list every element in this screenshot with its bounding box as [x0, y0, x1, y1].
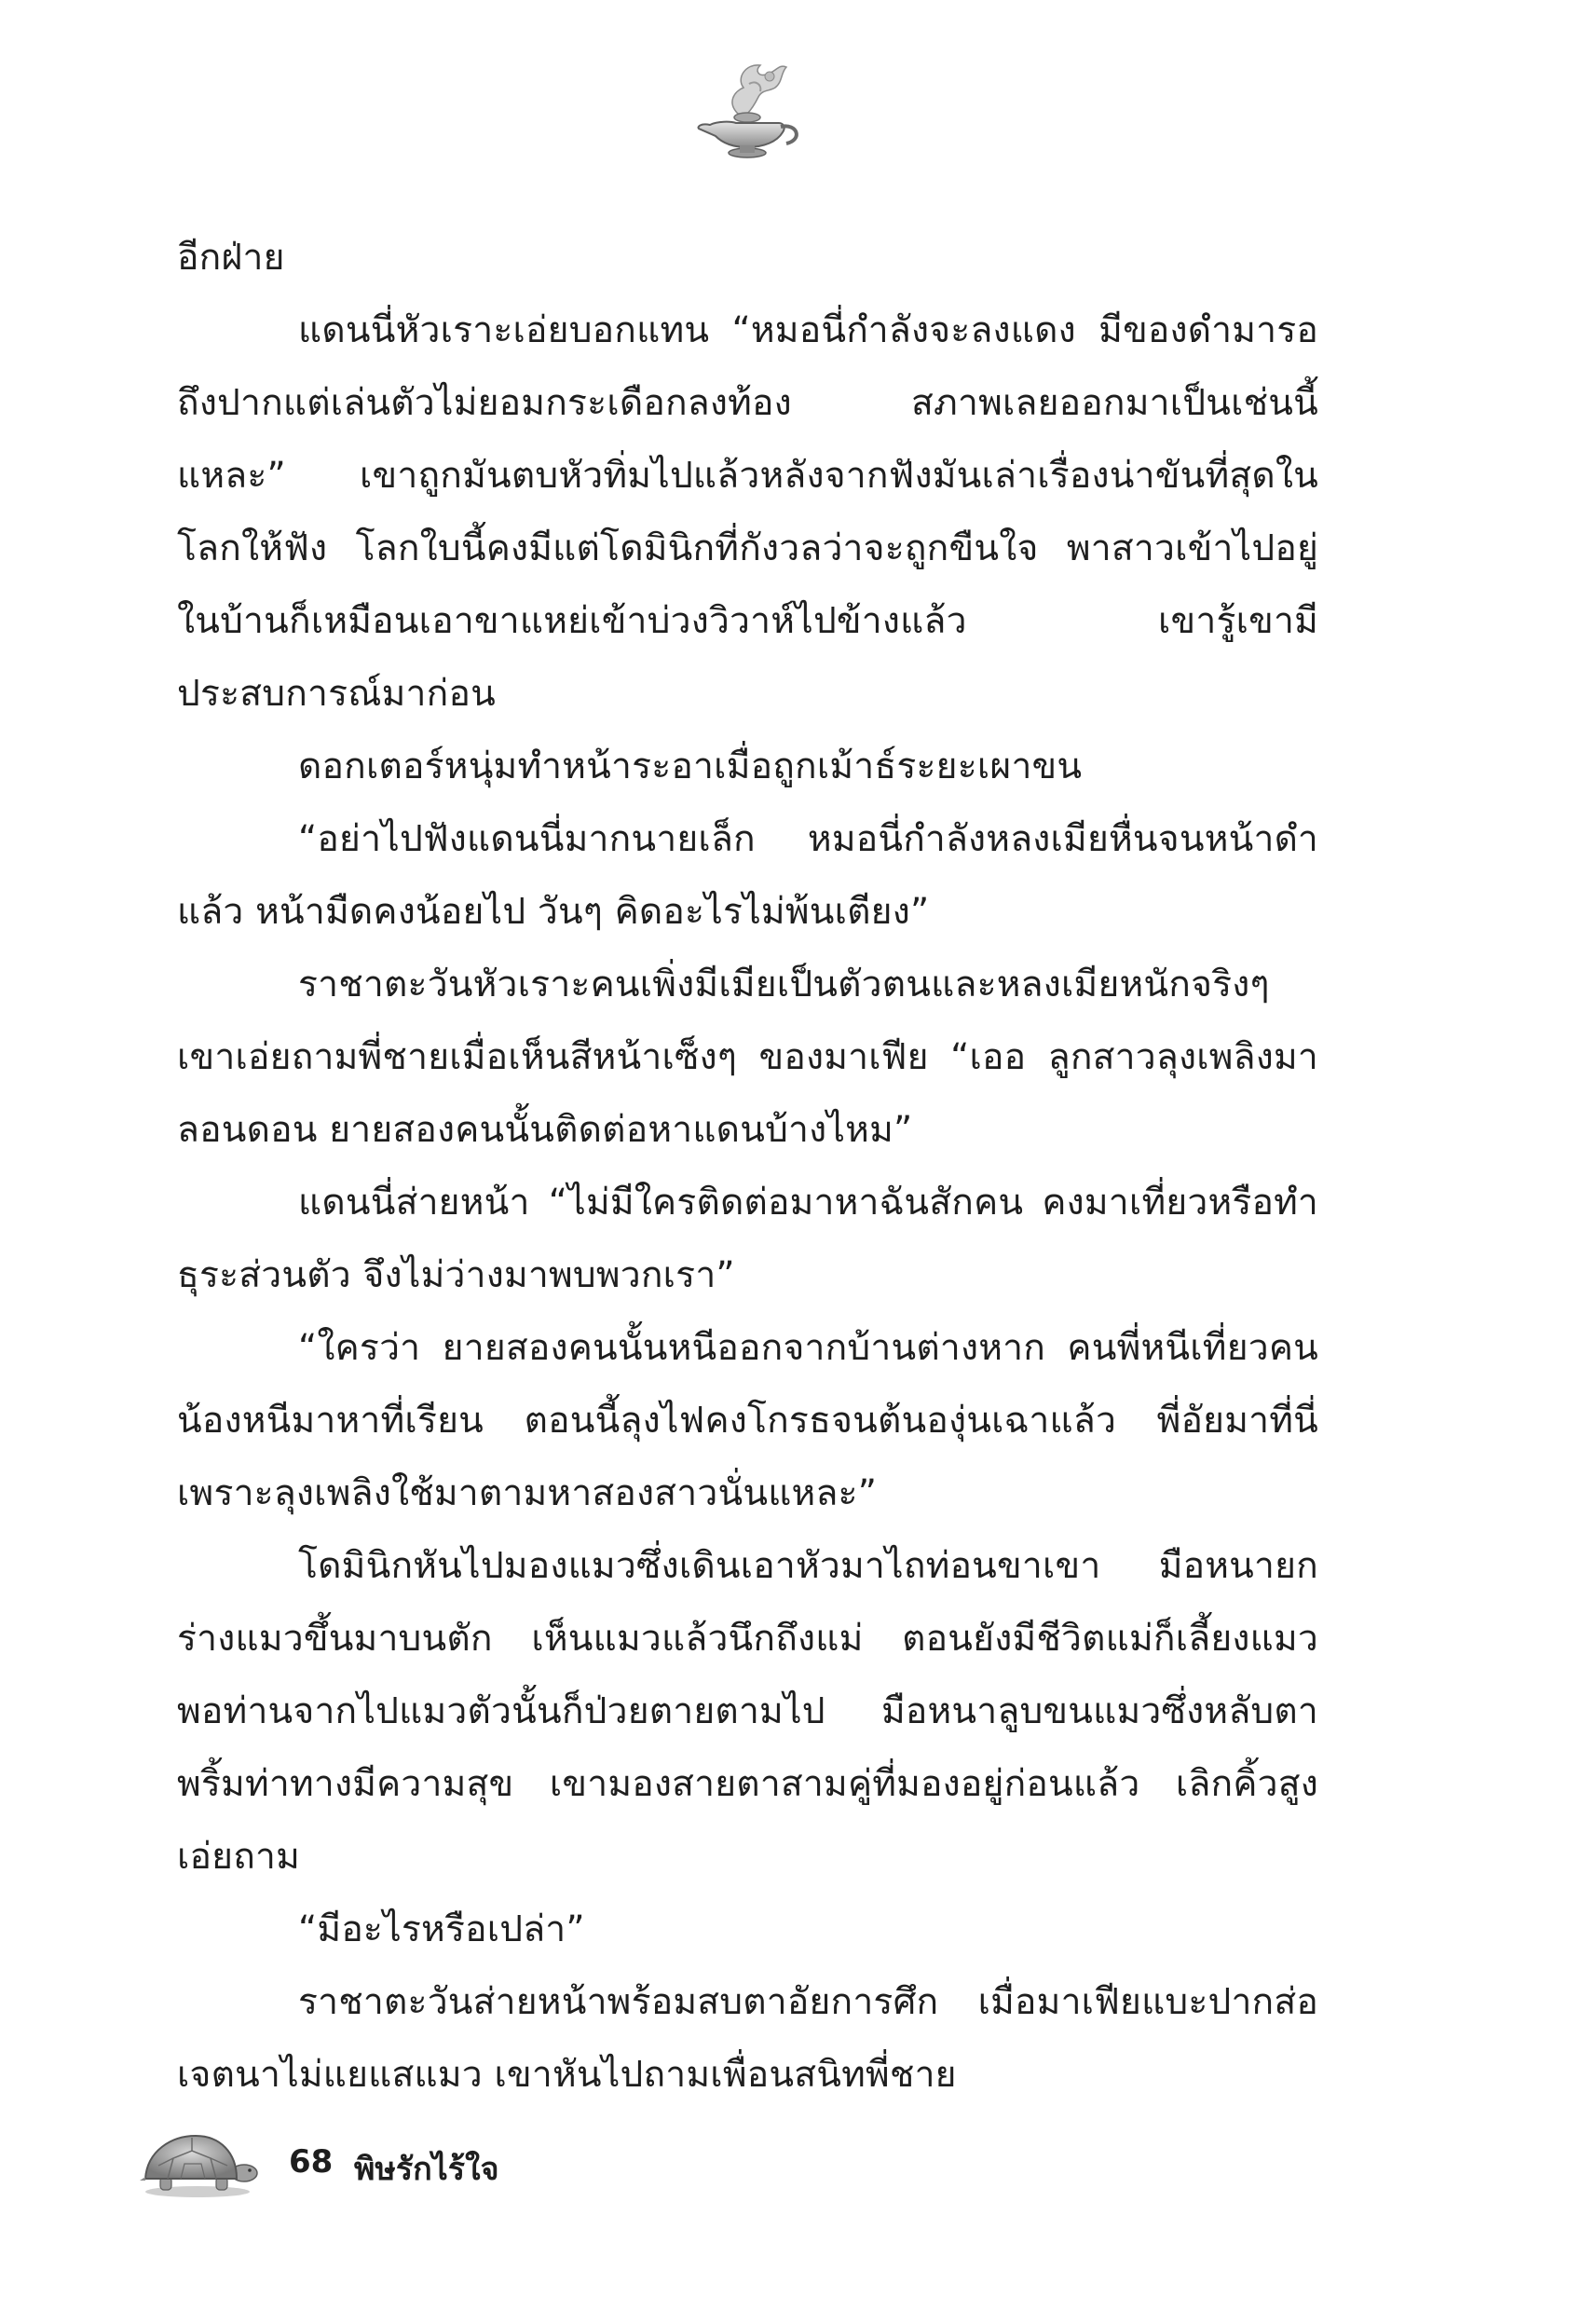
paragraph: ราชาตะวันหัวเราะคนเพิ่งมีเมียเป็นตัวตนและหลงเมียหนักจริงๆ เขาเอ่ยถามพี่ชายเมื่อเห็นสีหน้าเซ็งๆ ของมาเฟีย “เออ ลูกสาวลุงเพลิงมาลอนดอน ยายสองคนนั้นติดต่อหาแดนบ้างไหม”	[177, 964, 1318, 1151]
genie-lamp-icon	[689, 56, 811, 168]
paragraph: แดนนี่ส่ายหน้า “ไม่มีใครติดต่อมาหาฉันสักคน คงมาเที่ยวหรือทำธุระส่วนตัว จึงไม่ว่างมาพบพวกเรา”	[177, 1182, 1318, 1296]
paragraph: “ใครว่า ยายสองคนนั้นหนีออกจากบ้านต่างหาก คนพี่หนีเที่ยวคนน้องหนีมาหาที่เรียน ตอนนี้ลุงไฟคงโกรธจนต้นองุ่นเฉาแล้ว พี่อัยมาที่นี่เพราะลุงเพลิงใช้มาตามหาสองสาวนั่นแหละ”	[177, 1327, 1318, 1514]
page-number: 68	[289, 2143, 334, 2181]
paragraph: โดมินิกหันไปมองแมวซึ่งเดินเอาหัวมาไถท่อนขาเขา มือหนายกร่างแมวขึ้นมาบนตัก เห็นแมวแล้วนึกถึงแม่ ตอนยังมีชีวิตแม่ก็เลี้ยงแมว พอท่านจากไปแมวตัวนั้นก็ป่วยตายตามไป มือหนาลูบขนแมวซึ่งหลับตาพริ้มท่าทางมีความสุข เขามองสายตาสามคู่ที่มองอยู่ก่อนแล้ว เลิกคิ้วสูงเอ่ยถาม	[177, 1545, 1318, 1878]
page-footer	[140, 2115, 885, 2227]
paragraph: ดอกเตอร์หนุ่มทำหน้าระอาเมื่อถูกเม้าธ์ระยะเผาขน	[298, 745, 1083, 787]
book-title: พิษรักไร้ใจ	[354, 2151, 499, 2188]
paragraph: อีกฝ่าย	[177, 237, 285, 279]
paragraph: ราชาตะวันส่ายหน้าพร้อมสบตาอัยการศึก เมื่อมาเฟียแบะปากส่อเจตนาไม่แยแสแมว เขาหันไปถามเพื่อนสนิทพี่ชาย	[177, 1981, 1318, 2096]
paragraph: แดนนี่หัวเราะเอ่ยบอกแทน “หมอนี่กำลังจะลงแดง มีของดำมารอถึงปากแต่เล่นตัวไม่ยอมกระเดือกลงท้อง สภาพเลยออกมาเป็นเช่นนี้แหละ” เขาถูกมันตบหัวทิ่มไปแล้วหลังจากฟังมันเล่าเรื่องน่าขันที่สุดในโลกให้ฟัง โลกใบนี้คงมีแต่โดมินิกที่กังวลว่าจะถูกขืนใจ พาสาวเข้าไปอยู่ในบ้านก็เหมือนเอาขาแหย่เข้าบ่วงวิวาห์ไปข้างแล้ว เขารู้เขามีประสบการณ์มาก่อน	[177, 309, 1318, 715]
body-text	[177, 222, 1318, 2112]
turtle-icon	[140, 2126, 261, 2201]
paragraph: “มีอะไรหรือเปล่า”	[298, 1908, 585, 1950]
paragraph: “อย่าไปฟังแดนนี่มากนายเล็ก หมอนี่กำลังหลงเมียหื่นจนหน้าดำแล้ว หน้ามืดคงน้อยไป วันๆ คิดอะไรไม่พ้นเตียง”	[177, 818, 1318, 933]
